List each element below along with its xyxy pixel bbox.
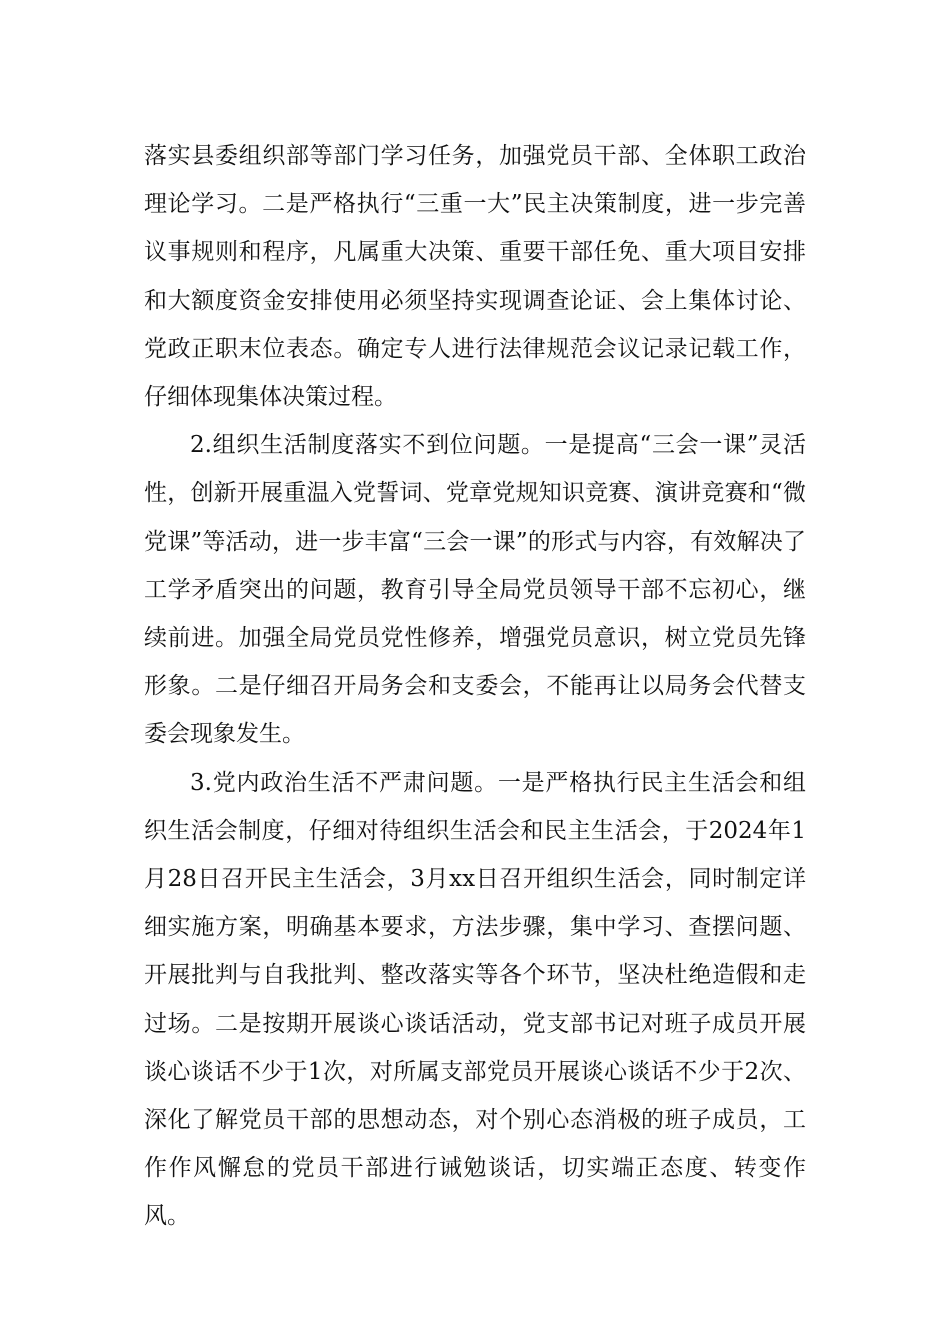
paragraph-2: 2.组织生活制度落实不到位问题。一是提高“三会一课”灵活性，创新开展重温入党誓词、党章党规知识竞赛、演讲竞赛和“微党课”等活动，进一步丰富“三会一课”的形式与内容，有效解决了工学矛盾突出的问题，教育引导全局党员领导干部不忘初心，继续前进。加强全局党员党性修养，增强党员意识，树立党员先锋形象。二是仔细召开局务会和支委会，不能再让以局务会代替支委会现象发生。 (144, 432, 806, 748)
paragraph-3: 3.党内政治生活不严肃问题。一是严格执行民主生活会和组织生活会制度，仔细对待组织生活会和民主生活会，于2024年1月28日召开民主生活会，3月xx日召开组织生活会，同时制定详细实施方案，明确基本要求，方法步骤，集中学习、查摆问题、开展批判与自我批判、整改落实等各个环节，坚决杜绝造假和走过场。二是按期开展谈心谈话活动，党支部书记对班子成员开展谈心谈话不少于1次，对所属支部党员开展谈心谈话不少于2次、深化了解党员干部的思想动态，对个别心态消极的班子成员，工作作风懈怠的党员干部进行诫勉谈话，切实端正态度、转变作风。 (144, 769, 806, 1230)
paragraph-1: 落实县委组织部等部门学习任务，加强党员干部、全体职工政治理论学习。二是严格执行“三重一大”民主决策制度，进一步完善议事规则和程序，凡属重大决策、重要干部任免、重大项目安排和大额度资金安排使用必须坚持实现调查论证、会上集体讨论、党政正职末位表态。确定专人进行法律规范会议记录记载工作，仔细体现集体决策过程。 (144, 143, 806, 411)
document-body (144, 132, 806, 1241)
